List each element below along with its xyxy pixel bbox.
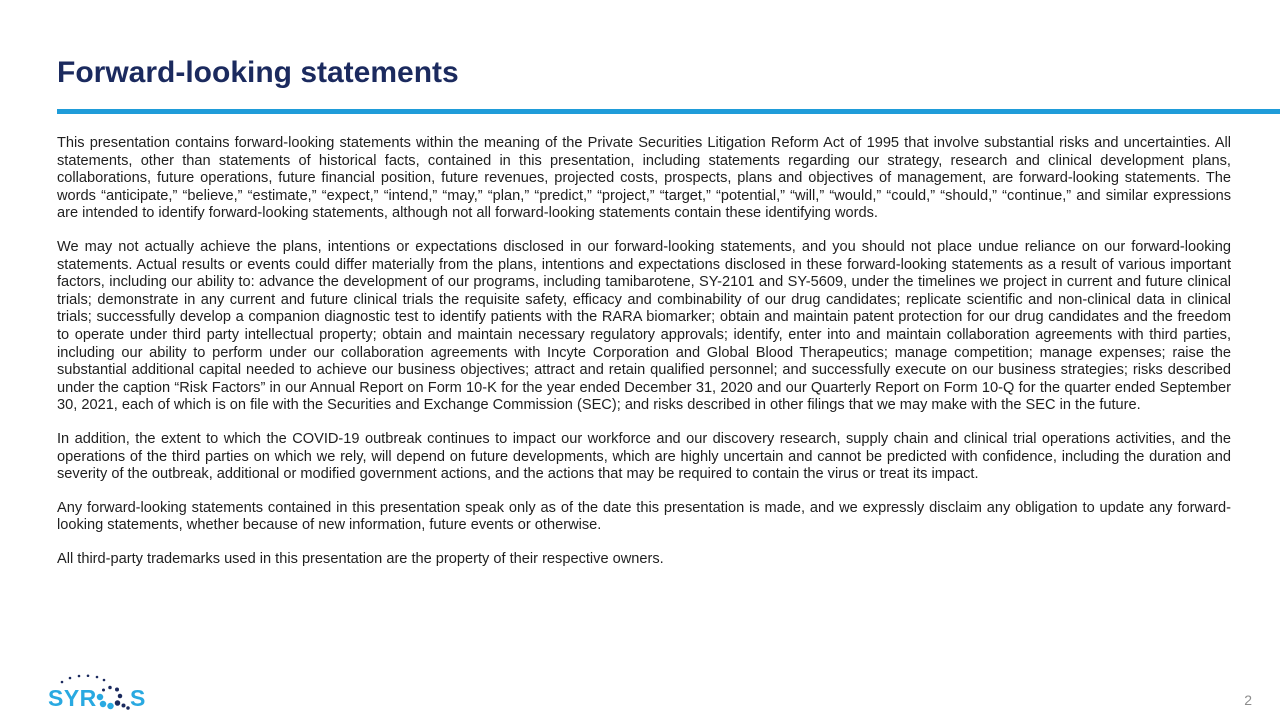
logo-text-s: S — [130, 685, 146, 710]
title-underline-rule — [57, 109, 1280, 114]
paragraph-forward-looking-definition: This presentation contains forward-looking statements within the meaning of the Private Securities Litigation Reform Act of 1995 that involve substantial risks and uncertainties. All statements, other than statements of historical facts, contained in this presentation, including statements regarding our strategy, research and clinical development plans, collaborations, future operations, future financial position, future revenues, projected costs, prospects, plans and objectives of management, are forward-looking statements. The words “anticipate,” “believe,” “estimate,” “expect,” “intend,” “may,” “plan,” “predict,” “project,” “target,” “potential,” “will,” “would,” “could,” “should,” “continue,” and similar expressions are intended to identify forward-looking statements, although not all forward-looking statements contain these identifying words. — [57, 135, 1231, 222]
paragraph-trademarks: All third-party trademarks used in this presentation are the property of their respective owners. — [57, 550, 664, 567]
paragraph-no-update-obligation: Any forward-looking statements contained in this presentation speak only as of the date this presentation is made, and we expressly disclaim any obligation to update any forward-looking statements, whether because of new information, future events or otherwise. — [57, 499, 1231, 534]
disclaimer-text-block — [57, 135, 1231, 568]
paragraph-covid-impact: In addition, the extent to which the COVID-19 outbreak continues to impact our workforce and our discovery research, supply chain and clinical trial operations activities, and the operations of the third parties on which we rely, will depend on future developments, which are highly uncertain and cannot be predicted with confidence, including the duration and severity of the outbreak, additional or modified government actions, and the actions that may be required to contain the virus or treat its impact. — [57, 430, 1231, 483]
paragraph-risk-factors: We may not actually achieve the plans, intentions or expectations disclosed in our forward-looking statements, and you should not place undue reliance on our forward-looking statements. Actual results or events could differ materially from the plans, intentions and expectations disclosed in these forward-looking statements as a result of various important factors, including our ability to: advance the development of our programs, including tamibarotene, SY-2101 and SY-5609, under the timelines we project in current and future clinical trials; demonstrate in any current and future clinical trials the requisite safety, efficacy and combinability of our drug candidates; replicate scientific and non-clinical data in clinical trials; successfully develop a companion diagnostic test to identify patients with the RARA biomarker; obtain and maintain patent protection for our drug candidates and the freedom to operate under third party intellectual property; obtain and maintain necessary regulatory approvals; identify, enter into and maintain collaboration agreements with third parties, including our ability to perform under our collaboration agreements with Incyte Corporation and Global Blood Therapeutics; manage competition; manage expenses; raise the substantial additional capital needed to achieve our business objectives; attract and retain qualified personnel; and successfully execute on our business strategies; risks described under the caption “Risk Factors” in our Annual Report on Form 10-K for the year ended December 31, 2020 and our Quarterly Report on Form 10-Q for the quarter ended September 30, 2021, each of which is on file with the Securities and Exchange Commission (SEC); and risks described in other filings that we may make with the SEC in the future. — [57, 238, 1231, 414]
syros-logo-icon — [48, 674, 148, 710]
page-number: 2 — [1244, 692, 1252, 708]
page-title: Forward-looking statements — [57, 56, 459, 89]
syros-logo — [48, 674, 148, 710]
logo-text-syr: SYR — [48, 685, 97, 710]
